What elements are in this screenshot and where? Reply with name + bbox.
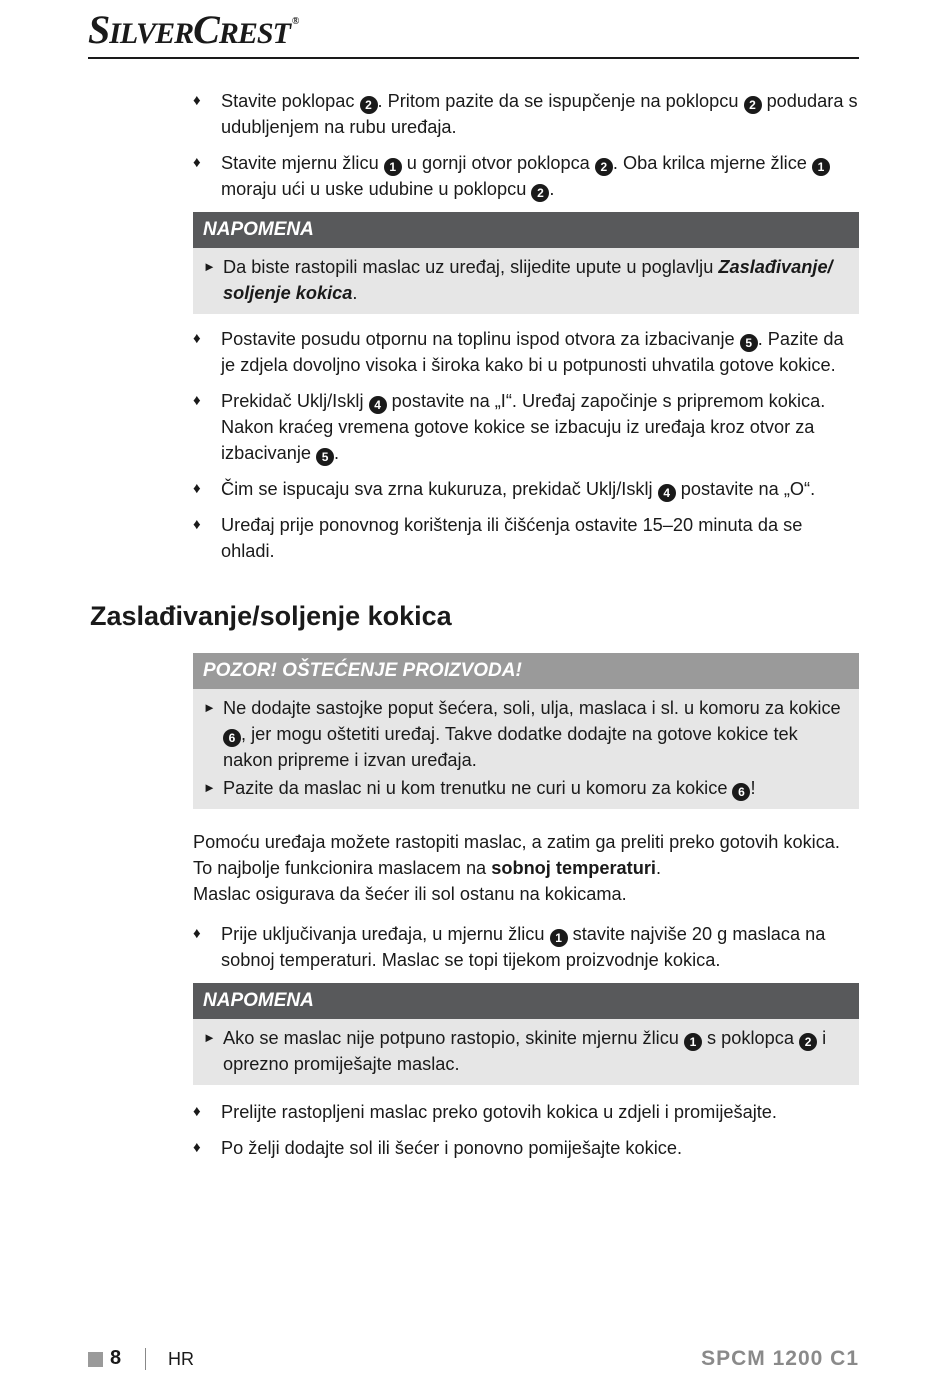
item-text: Po želji dodajte sol ili šećer i ponovno pomiješajte kokice. bbox=[221, 1138, 682, 1158]
item-text: Prije uključivanja uređaja, u mjernu žlicu bbox=[221, 924, 550, 944]
item-text: Čim se ispucaju sva zrna kukuruza, prekidač Uklj/Isklj bbox=[221, 479, 658, 499]
bullet-icon: ♦ bbox=[193, 1103, 201, 1120]
section-title: Zaslađivanje/soljenje kokica bbox=[90, 601, 452, 631]
item-text: . Pritom pazite da se ispupčenje na poklopcu bbox=[377, 91, 744, 111]
item-text: u gornji otvor poklopca bbox=[401, 153, 595, 173]
instruction-item bbox=[193, 1135, 859, 1161]
bullet-icon: ♦ bbox=[193, 92, 201, 109]
part-number-badge: 1 bbox=[550, 929, 568, 947]
item-text: Uređaj prije ponovnog korištenja ili čišćenja ostavite 15–20 minuta da se ohladi. bbox=[221, 515, 803, 561]
note-line bbox=[203, 1025, 849, 1077]
instruction-item bbox=[193, 1099, 859, 1125]
paragraph-line bbox=[193, 855, 859, 881]
item-text: stavite najviše 20 g maslaca na sobnoj temperaturi. Maslac se topi tijekom proizvodnje kokica. bbox=[221, 924, 826, 970]
item-text: . Oba krilca mjerne žlice bbox=[612, 153, 812, 173]
logo-text: C bbox=[193, 7, 219, 52]
instruction-item bbox=[193, 388, 859, 466]
bullet-icon: ♦ bbox=[193, 1139, 201, 1156]
paragraph-line: Maslac osigurava da šećer ili sol ostanu na kokicama. bbox=[193, 884, 627, 904]
emphasis-text: sobnoj temperaturi bbox=[491, 858, 656, 878]
page-footer bbox=[88, 1344, 859, 1374]
note-text: i oprezno promiješajte maslac. bbox=[223, 1028, 827, 1074]
footer-divider bbox=[145, 1348, 146, 1370]
paragraph-line: Pomoću uređaja možete rastopiti maslac, a zatim ga preliti preko gotovih kokica. bbox=[193, 832, 840, 852]
part-number-badge: 2 bbox=[744, 96, 762, 114]
item-text: podudara s udubljenjem na rubu uređaja. bbox=[221, 91, 858, 137]
warning-text: Ne dodajte sastojke poput šećera, soli, ulja, maslaca i sl. u komoru za kokice bbox=[223, 698, 841, 718]
warning-line bbox=[203, 695, 849, 773]
arrow-icon: ► bbox=[203, 780, 216, 795]
warning-text: , jer mogu oštetiti uređaj. Takve dodatke dodajte na gotove kokice tek nakon pripreme i izvan uređaja. bbox=[223, 724, 798, 770]
part-number-badge: 5 bbox=[740, 334, 758, 352]
part-number-badge: 1 bbox=[684, 1033, 702, 1051]
instruction-item bbox=[193, 476, 859, 502]
item-text: Postavite posudu otpornu na toplinu ispod otvora za izbacivanje bbox=[221, 329, 740, 349]
part-number-badge: 4 bbox=[369, 396, 387, 414]
note-body bbox=[193, 1019, 859, 1085]
item-text: moraju ući u uske udubine u poklopcu bbox=[221, 179, 532, 199]
instruction-item bbox=[193, 150, 859, 202]
arrow-icon: ► bbox=[203, 259, 216, 274]
bullet-icon: ♦ bbox=[193, 925, 201, 942]
chapter-reference: Zaslađivanje/ soljenje kokica bbox=[223, 257, 833, 303]
part-number-badge: 2 bbox=[531, 184, 549, 202]
arrow-icon: ► bbox=[203, 1030, 216, 1045]
item-text: Prelijte rastopljeni maslac preko gotovih kokica u zdjeli i promiješajte. bbox=[221, 1102, 777, 1122]
part-number-badge: 2 bbox=[799, 1033, 817, 1051]
note-box bbox=[193, 983, 859, 1085]
bullet-icon: ♦ bbox=[193, 480, 201, 497]
instruction-item bbox=[193, 921, 859, 973]
warning-box bbox=[193, 653, 859, 809]
note-text: . bbox=[352, 283, 358, 303]
note-line bbox=[203, 254, 849, 306]
instruction-item bbox=[193, 512, 859, 564]
item-text: . bbox=[334, 443, 340, 463]
logo-text: REST bbox=[218, 17, 290, 50]
main-content-section bbox=[193, 651, 859, 1171]
bullet-icon: ♦ bbox=[193, 154, 201, 171]
note-text: s poklopca bbox=[701, 1028, 800, 1048]
note-title: NAPOMENA bbox=[193, 983, 859, 1019]
paragraph-text: . bbox=[655, 858, 662, 878]
part-number-badge: 1 bbox=[812, 158, 830, 176]
page-header bbox=[88, 6, 859, 62]
part-number-badge: 2 bbox=[360, 96, 378, 114]
item-text: Stavite poklopac bbox=[221, 91, 360, 111]
warning-body bbox=[193, 689, 859, 809]
main-content bbox=[193, 88, 859, 574]
item-text: . bbox=[549, 179, 555, 199]
page-number: 8 bbox=[110, 1347, 122, 1369]
bullet-icon: ♦ bbox=[193, 392, 201, 409]
bullet-icon: ♦ bbox=[193, 330, 201, 347]
part-number-badge: 5 bbox=[316, 448, 334, 466]
note-text: Da biste rastopili maslac uz uređaj, slijedite upute u poglavlju bbox=[223, 257, 719, 277]
item-text: . Pazite da je zdjela dovoljno visoka i široka kako bi u potpunosti uhvatila gotove kokice. bbox=[221, 329, 844, 375]
note-text: Ako se maslac nije potpuno rastopio, skinite mjernu žlicu bbox=[223, 1028, 684, 1048]
warning-text: Pazite da maslac ni u kom trenutku ne curi u komoru za kokice bbox=[223, 778, 733, 798]
bullet-icon: ♦ bbox=[193, 516, 201, 533]
part-number-badge: 1 bbox=[384, 158, 402, 176]
paragraph-text: To najbolje funkcionira maslacem na bbox=[193, 858, 492, 878]
instruction-item bbox=[193, 326, 859, 378]
warning-line bbox=[203, 775, 849, 801]
part-number-badge: 2 bbox=[595, 158, 613, 176]
footer-square-icon bbox=[88, 1352, 103, 1367]
note-body bbox=[193, 248, 859, 314]
item-text: postavite na „O“. bbox=[675, 479, 816, 499]
part-number-badge: 4 bbox=[658, 484, 676, 502]
arrow-icon: ► bbox=[203, 700, 216, 715]
instruction-item bbox=[193, 88, 859, 140]
model-number: SPCM 1200 C1 bbox=[701, 1347, 859, 1370]
header-rule bbox=[88, 57, 859, 59]
warning-text: ! bbox=[750, 778, 756, 798]
note-title: NAPOMENA bbox=[193, 212, 859, 248]
warning-title: POZOR! OŠTEĆENJE PROIZVODA! bbox=[193, 653, 859, 689]
note-box bbox=[193, 212, 859, 314]
logo-text: S bbox=[88, 7, 110, 52]
logo-text: ILVER bbox=[109, 17, 194, 50]
part-number-badge: 6 bbox=[732, 783, 750, 801]
item-text: postavite na „I“. Uređaj započinje s pripremom kokica. Nakon kraćeg vremena gotove kokice se izbacuju iz uređaja kroz otvor za izbacivanje bbox=[221, 391, 826, 463]
language-code: HR bbox=[168, 1349, 194, 1369]
intro-paragraph bbox=[193, 829, 859, 907]
registered-mark: ® bbox=[291, 16, 299, 27]
item-text: Prekidač Uklj/Isklj bbox=[221, 391, 369, 411]
part-number-badge: 6 bbox=[223, 729, 241, 747]
silvercrest-logo bbox=[88, 6, 298, 53]
item-text: Stavite mjernu žlicu bbox=[221, 153, 384, 173]
